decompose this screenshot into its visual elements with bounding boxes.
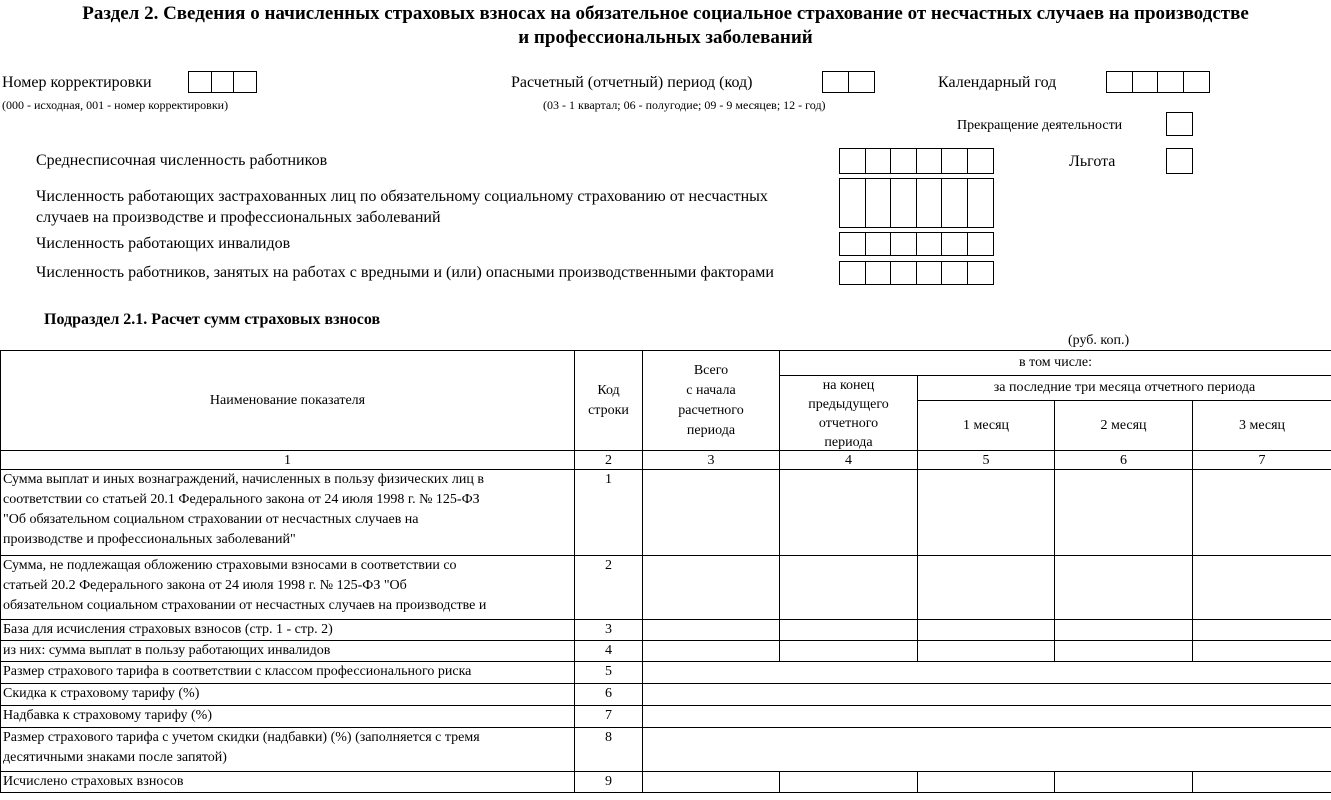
year-label: Календарный год: [938, 74, 1057, 91]
correction-cell[interactable]: [211, 71, 235, 93]
header-code-line: строки: [588, 402, 629, 418]
period-label: Расчетный (отчетный) период (код): [511, 74, 753, 91]
termination-label: Прекращение деятельности: [957, 118, 1123, 133]
row-name-line: Сумма выплат и иных вознаграждений, начисленных в пользу физических лиц в: [3, 472, 484, 487]
row-name-line: производстве и профессиональных заболеваний": [3, 532, 296, 547]
section-title-line-1: Раздел 2. Сведения о начисленных страховых взносах на обязательное социальное страхование от несчастных случаев на производстве: [82, 3, 1249, 24]
digit-cell[interactable]: [967, 232, 994, 256]
period-cell[interactable]: [822, 71, 849, 93]
correction-cell[interactable]: [233, 71, 257, 93]
header-total-line: периода: [686, 422, 736, 438]
digit-cell[interactable]: [916, 148, 943, 174]
row-code: 6: [575, 684, 643, 706]
value-cell-wide[interactable]: [643, 706, 1331, 728]
avg-headcount-label: Среднесписочная численность работников: [36, 152, 328, 169]
value-cell[interactable]: [918, 470, 1055, 556]
row-code: 9: [575, 772, 643, 793]
row-name-line: Сумма, не подлежащая обложению страховыми взносами в соответствии со: [3, 558, 457, 573]
table-row: [1, 556, 1331, 620]
digit-cell[interactable]: [839, 232, 866, 256]
value-cell-wide[interactable]: [643, 728, 1331, 772]
digit-cell[interactable]: [839, 178, 866, 228]
value-cell[interactable]: [643, 641, 780, 662]
digit-cell[interactable]: [839, 261, 866, 285]
contributions-table: [0, 350, 1331, 793]
table-row: [1, 620, 1331, 641]
digit-cell[interactable]: [967, 261, 994, 285]
value-cell[interactable]: [780, 620, 918, 641]
row-code: 3: [575, 620, 643, 641]
row-name-line: десятичными знаками после запятой): [3, 750, 227, 765]
row-name-line: "Об обязательном социальном страховании от несчастных случаев на: [3, 512, 419, 527]
correction-hint: (000 - исходная, 001 - номер корректировки): [2, 98, 229, 112]
row-name: База для исчисления страховых взносов (стр. 1 - стр. 2): [1, 620, 575, 641]
digit-cell[interactable]: [967, 178, 994, 228]
col-number: 3: [643, 451, 780, 470]
header-total-line: расчетного: [678, 402, 744, 418]
digit-cell[interactable]: [865, 261, 892, 285]
digit-cell[interactable]: [916, 232, 943, 256]
termination-checkbox[interactable]: [1166, 112, 1193, 136]
value-cell[interactable]: [643, 620, 780, 641]
row-name-line: статьей 20.2 Федерального закона от 24 июля 1998 г. № 125-ФЗ "Об: [3, 578, 407, 593]
value-cell[interactable]: [643, 772, 780, 793]
table-row: [1, 684, 1331, 706]
header-prev-line: отчетного: [818, 416, 879, 431]
value-cell[interactable]: [1193, 772, 1331, 793]
digit-cell[interactable]: [865, 178, 892, 228]
year-cells[interactable]: [1106, 71, 1210, 93]
value-cell-wide[interactable]: [643, 684, 1331, 706]
digit-cell[interactable]: [941, 148, 968, 174]
value-cell[interactable]: [1193, 470, 1331, 556]
units-label: (руб. коп.): [1068, 333, 1130, 348]
value-cell[interactable]: [918, 641, 1055, 662]
digit-cell[interactable]: [890, 261, 917, 285]
table-row: [1, 706, 1331, 728]
row-name-wrap: [3, 556, 572, 617]
header-code-line: Код: [597, 382, 620, 398]
col-number: 1: [1, 451, 575, 470]
disabled-headcount-cells[interactable]: [839, 232, 994, 256]
header-total-line: Всего: [693, 362, 729, 378]
value-cell[interactable]: [1055, 556, 1193, 620]
header-name: Наименование показателя: [1, 351, 575, 451]
row-name: [1, 470, 575, 556]
value-cell[interactable]: [1193, 556, 1331, 620]
row-name: из них: сумма выплат в пользу работающих инвалидов: [1, 641, 575, 662]
correction-label: Номер корректировки: [2, 74, 152, 91]
col-number: 7: [1193, 451, 1331, 470]
table-row: [1, 470, 1331, 556]
row-code: 7: [575, 706, 643, 728]
header-prev-line: периода: [824, 435, 873, 450]
table-row: [1, 641, 1331, 662]
section-title-line-2: и профессиональных заболеваний: [518, 27, 813, 48]
header-prev-wrap: [782, 376, 915, 450]
value-cell[interactable]: [780, 641, 918, 662]
value-cell[interactable]: [918, 620, 1055, 641]
row-name: [1, 728, 575, 772]
value-cell[interactable]: [1193, 641, 1331, 662]
col-number: 2: [575, 451, 643, 470]
year-cell[interactable]: [1183, 71, 1210, 93]
digit-cell[interactable]: [941, 178, 968, 228]
value-cell[interactable]: [918, 556, 1055, 620]
digit-cell[interactable]: [865, 232, 892, 256]
value-cell[interactable]: [780, 556, 918, 620]
row-code: 5: [575, 662, 643, 684]
table-row: [1, 662, 1331, 684]
hazardous-headcount-label: Численность работников, занятых на работах с вредными и (или) опасными производственными факторами: [36, 264, 774, 281]
row-code: 8: [575, 728, 643, 772]
digit-cell[interactable]: [941, 232, 968, 256]
year-cell[interactable]: [1157, 71, 1184, 93]
disabled-headcount-label: Численность работающих инвалидов: [36, 235, 291, 252]
value-cell[interactable]: [780, 470, 918, 556]
header-total: [643, 351, 780, 451]
row-name-line: обязательном социальном страховании от несчастных случаев на производстве и: [3, 598, 487, 613]
insured-headcount-cells[interactable]: [839, 178, 994, 228]
col-number: 4: [780, 451, 918, 470]
period-code-cells[interactable]: [822, 71, 875, 93]
row-name-line: Размер страхового тарифа с учетом скидки (надбавки) (%) (заполняется с тремя: [3, 730, 480, 745]
col-number: 5: [918, 451, 1055, 470]
digit-cell[interactable]: [890, 178, 917, 228]
header-month-1: 1 месяц: [918, 401, 1055, 451]
col-number: 6: [1055, 451, 1193, 470]
period-hint: (03 - 1 квартал; 06 - полугодие; 09 - 9 месяцев; 12 - год): [543, 98, 826, 112]
value-cell[interactable]: [918, 772, 1055, 793]
value-cell[interactable]: [780, 772, 918, 793]
digit-cell[interactable]: [865, 148, 892, 174]
insured-headcount-label: [36, 186, 768, 228]
digit-cell[interactable]: [916, 178, 943, 228]
value-cell[interactable]: [643, 556, 780, 620]
value-cell[interactable]: [1055, 470, 1193, 556]
benefit-label: Льгота: [1069, 153, 1116, 170]
benefit-checkbox[interactable]: [1166, 148, 1193, 174]
header-month-3: 3 месяц: [1193, 401, 1331, 451]
period-cell[interactable]: [848, 71, 875, 93]
row-name: Размер страхового тарифа в соответствии с классом профессионального риска: [1, 662, 575, 684]
subsection-title: Подраздел 2.1. Расчет сумм страховых взносов: [44, 311, 381, 328]
header-including: в том числе:: [780, 351, 1331, 376]
insured-label-line-2: случаев на производстве и профессиональных заболеваний: [36, 209, 441, 226]
header-prev-period: [780, 376, 918, 451]
row-code: 2: [575, 556, 643, 620]
avg-headcount-cells[interactable]: [839, 148, 994, 174]
digit-cell[interactable]: [890, 232, 917, 256]
header-last-three-months: за последние три месяца отчетного периода: [918, 376, 1331, 401]
value-cell[interactable]: [1193, 620, 1331, 641]
hazardous-headcount-cells[interactable]: [839, 261, 994, 285]
value-cell[interactable]: [1055, 620, 1193, 641]
row-code: 4: [575, 641, 643, 662]
year-cell[interactable]: [1132, 71, 1159, 93]
value-cell[interactable]: [1055, 772, 1193, 793]
correction-number-cells[interactable]: [188, 71, 257, 93]
row-name: [1, 556, 575, 620]
header-total-line: с начала: [686, 382, 736, 398]
section-title: [0, 2, 1331, 50]
row-name: Исчислено страховых взносов: [1, 772, 575, 793]
digit-cell[interactable]: [967, 148, 994, 174]
row-code: 1: [575, 470, 643, 556]
header-month-2: 2 месяц: [1055, 401, 1193, 451]
correction-cell[interactable]: [188, 71, 212, 93]
row-name: Скидка к страховому тарифу (%): [1, 684, 575, 706]
header-prev-line: предыдущего: [808, 397, 889, 412]
row-name-line: соответствии со статьей 20.1 Федерального закона от 24 июля 1998 г. № 125-ФЗ: [3, 492, 480, 507]
table-row: [1, 728, 1331, 772]
header-prev-line: на конец: [822, 378, 875, 393]
digit-cell[interactable]: [916, 261, 943, 285]
digit-cell[interactable]: [839, 148, 866, 174]
value-cell[interactable]: [643, 470, 780, 556]
table-row: [1, 772, 1331, 793]
value-cell[interactable]: [1055, 641, 1193, 662]
digit-cell[interactable]: [890, 148, 917, 174]
insured-label-line-1: Численность работающих застрахованных лиц по обязательному социальному страхованию от несчастных: [36, 188, 768, 205]
header-code: [575, 351, 643, 451]
digit-cell[interactable]: [941, 261, 968, 285]
year-cell[interactable]: [1106, 71, 1133, 93]
value-cell-wide[interactable]: [643, 662, 1331, 684]
row-name: Надбавка к страховому тарифу (%): [1, 706, 575, 728]
